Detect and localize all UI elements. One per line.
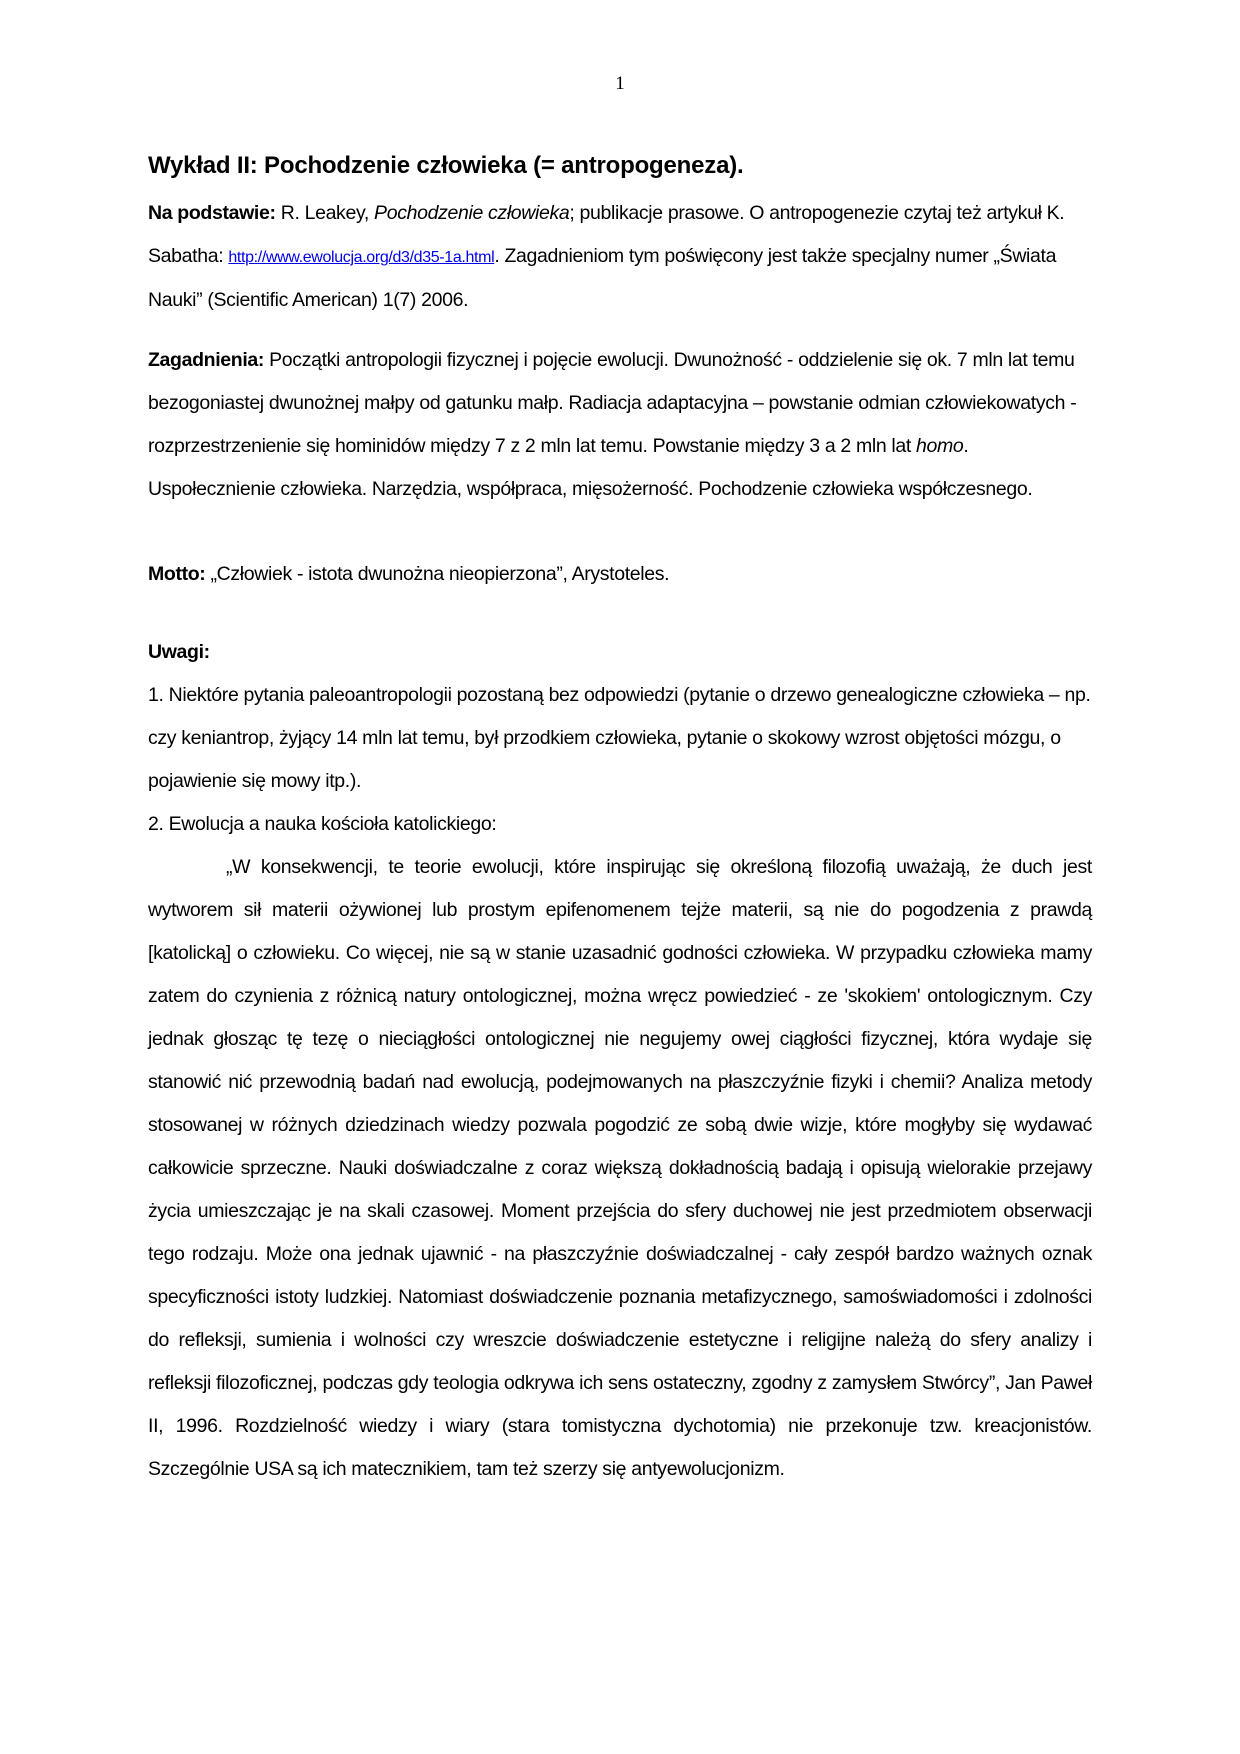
remarks-item-2: 2. Ewolucja a nauka kościoła katolickiego: [148,813,497,835]
source-label: Na podstawie: [148,202,276,224]
source-text-3: . Zagadnieniom tym poświęcony jest także specjalny numer „Świata Nauki” (Scientific American) 1(7) 2006. [148,245,1057,311]
source-book-title: Pochodzenie człowieka [374,202,570,224]
source-paragraph [148,192,1092,322]
source-text-2: ; publikacje prasowe. O antropogenezie czytaj też artykuł K. Sabatha: [148,202,1065,267]
topics-paragraph [148,339,1092,511]
page-number: 1 [615,73,625,94]
motto-paragraph [148,553,1092,596]
topics-label: Zagadnienia: [148,349,265,371]
motto-label: Motto: [148,563,206,585]
source-link[interactable]: http://www.ewolucja.org/d3/d35-1a.html [228,249,495,266]
spacer [148,511,1092,553]
document-body [148,146,1092,1491]
source-text-1: R. Leakey, [275,202,375,224]
remarks-quote: „W konsekwencji, te teorie ewolucji, które inspirując się określoną filozofią uważają, że duch jest wytworem sił materii ożywionej lub prostym epifenomenem tejże materii, są nie do pogodzenia z prawdą [katolicką] o człowieku. Co więcej, nie są w stanie uzasadnić godności człowieka. W przypadku człowieka mamy zatem do czynienia z różnicą natury ontologicznej, można wręcz powiedzieć - ze 'skokiem' ontologicznym. Czy jednak głosząc tę tezę o nieciągłości ontologicznej nie negujemy owej ciągłości fizycznej, która wydaje się stanowić nić przewodnią badań nad ewolucją, podejmowanych na płaszczyźnie fizyki i chemii? Analiza metody stosowanej w różnych dziedzinach wiedzy pozwala pogodzić ze sobą dwie wizje, które mogłyby się wydawać całkowicie sprzeczne. Nauki doświadczalne z coraz większą dokładnością badają i opisują wielorakie przejawy życia umieszczając je na skali czasowej. Moment przejścia do sfery duchowej nie jest przedmiotem obserwacji tego rodzaju. Może ona jednak ujawnić - na płaszczyźnie doświadczalnej - cały zespół bardzo ważnych oznak specyficzności istoty ludzkiej. Natomiast doświadczenie poznania metafizycznego, samoświadomości i zdolności do refleksji, sumienia i wolności czy wreszcie doświadczenie estetyczne i religijne należą do sfery analizy i refleksji filozoficznej, podczas gdy teologia odkrywa ich sens ostateczny, zgodny z zamysłem Stwórcy”, Jan Paweł II, 1996. Rozdzielność wiedzy i wiary (stara tomistyczna dychotomia) nie przekonuje tzw. kreacjonistów. Szczególnie USA są ich matecznikiem, tam też szerzy się antyewolucjonizm. [148,856,1092,1480]
topics-text-2: . Uspołecznienie człowieka. Narzędzia, współpraca, mięsożerność. Pochodzenie człowieka współczesnego. [148,435,1033,500]
motto-text: „Człowiek - istota dwunożna nieopierzona”, Arystoteles. [205,563,670,585]
remarks-heading: Uwagi: [148,641,210,663]
spacer [148,322,1092,339]
remarks-item-1: 1. Niektóre pytania paleoantropologii pozostaną bez odpowiedzi (pytanie o drzewo genealogiczne człowieka – np. czy keniantrop, żyjący 14 mln lat temu, był przodkiem człowieka, pytanie o skokowy wzrost objętości mózgu, o pojawienie się mowy itp.). [148,684,1091,792]
spacer [148,596,1092,631]
page-title: Wykład II: Pochodzenie człowieka (= antropogeneza). [148,152,744,179]
topics-italic-homo: homo [916,435,964,457]
topics-text-1: Początki antropologii fizycznej i pojęcie ewolucji. Dwunożność - oddzielenie się ok. 7 mln lat temu bezogoniastej dwunożnej małpy od gatunku małp. Radiacja adaptacyjna – powstanie odmian człowiekowatych - rozprzestrzenienie się hominidów między 7 z 2 mln lat temu. Powstanie między 3 a 2 mln lat [148,349,1077,457]
